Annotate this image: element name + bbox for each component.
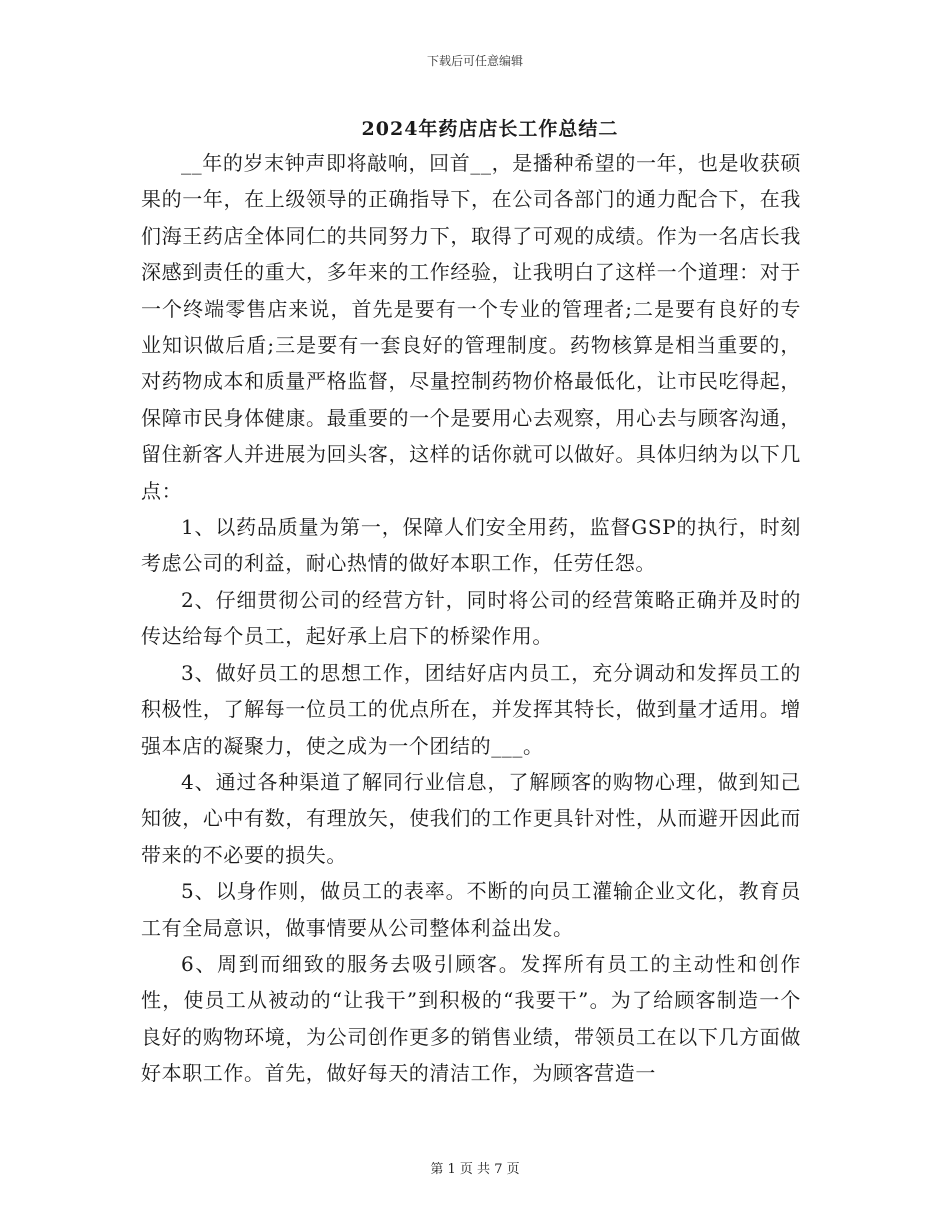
page-header-note: 下载后可任意编辑 [426,54,523,68]
paragraph-point-3: 3、做好员工的思想工作，团结好店内员工，充分调动和发挥员工的积极性，了解每一位员工的优点所在，并发挥其特长，做到量才适用。增强本店的凝聚力，使之成为一个团结的___。 [141,660,801,758]
paragraph-point-4: 4、通过各种渠道了解同行业信息，了解顾客的购物心理，做到知己知彼，心中有数，有理放矢，使我们的工作更具针对性，从而避开因此而带来的不必要的损失。 [141,769,801,867]
paragraph-point-6: 6、周到而细致的服务去吸引顾客。发挥所有员工的主动性和创作性，使员工从被动的“让我干”到积极的“我要干”。为了给顾客制造一个良好的购物环境，为公司创作更多的销售业绩，带领员工在以下几方面做好本职工作。首先，做好每天的清洁工作，为顾客营造一 [141,951,801,1086]
page-number-footer: 第 1 页 共 7 页 [430,1162,520,1177]
paragraph-point-5: 5、以身作则，做员工的表率。不断的向员工灌输企业文化，教育员工有全局意识，做事情要从公司整体利益出发。 [141,879,801,940]
paragraph-point-1: 1、以药品质量为第一，保障人们安全用药，监督GSP的执行，时刻考虑公司的利益，耐心热情的做好本职工作，任劳任怨。 [141,515,801,576]
paragraph-intro: __年的岁末钟声即将敲响，回首__，是播种希望的一年，也是收获硕果的一年，在上级领导的正确指导下，在公司各部门的通力配合下，在我们海王药店全体同仁的共同努力下，取得了可观的成绩。作为一名店长我深感到责任的重大，多年来的工作经验，让我明白了这样一个道理：对于一个终端零售店来说，首先是要有一个专业的管理者;二是要有良好的专业知识做后盾;三是要有一套良好的管理制度。药物核算是相当重要的，对药物成本和质量严格监督，尽量控制药物价格最低化，让市民吃得起，保障市民身体健康。最重要的一个是要用心去观察，用心去与顾客沟通，留住新客人并进展为回头客，这样的话你就可以做好。具体归纳为以下几点： [141,151,801,503]
document-title: 2024年药店店长工作总结二 [361,118,619,140]
paragraph-point-2: 2、仔细贯彻公司的经营方针，同时将公司的经营策略正确并及时的传达给每个员工，起好承上启下的桥梁作用。 [141,587,801,649]
document-body [141,145,801,1092]
